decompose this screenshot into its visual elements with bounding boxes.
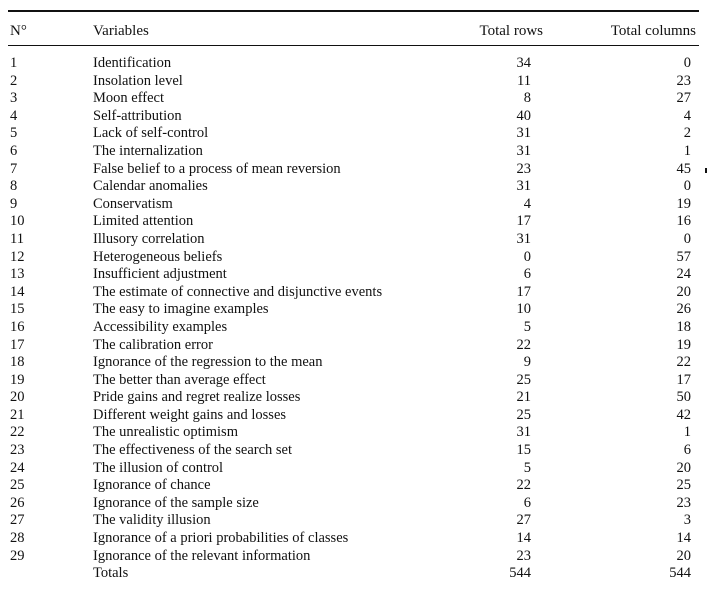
table-row [0,512,709,530]
row-number: 4 [10,107,18,124]
row-total-columns: 20 [676,547,691,564]
row-number: 6 [10,142,18,159]
row-total-columns: 20 [676,459,691,476]
table-row [0,477,709,495]
row-total-rows: 21 [516,389,531,406]
row-total-rows: 31 [516,230,531,247]
totals-total-columns: 544 [669,565,691,582]
row-number: 12 [10,248,25,265]
row-total-columns: 45 [676,160,691,177]
row-variable: The validity illusion [93,512,211,529]
row-total-rows: 25 [516,371,531,388]
row-number: 21 [10,406,25,423]
row-total-rows: 34 [516,55,531,71]
row-total-rows: 6 [523,494,531,511]
row-total-rows: 31 [516,125,531,142]
row-number: 28 [10,530,25,547]
row-total-rows: 23 [516,160,531,177]
row-total-rows: 9 [523,354,531,371]
row-variable: Ignorance of the sample size [93,494,259,511]
table-body [0,55,709,583]
row-total-rows: 15 [516,442,531,459]
row-total-columns: 14 [676,530,691,547]
row-total-columns: 1 [683,142,691,159]
row-number: 3 [10,90,18,107]
row-total-columns: 20 [676,283,691,300]
row-total-rows: 27 [516,512,531,529]
row-total-columns: 2 [683,125,691,142]
row-total-columns: 1 [683,424,691,441]
table-row [0,301,709,319]
table-row [0,548,709,566]
table-row [0,161,709,179]
table-row [0,389,709,407]
table-row [0,196,709,214]
row-number: 8 [10,178,18,195]
row-variable: Ignorance of the regression to the mean [93,354,323,371]
row-variable: Calendar anomalies [93,178,208,195]
row-total-columns: 16 [676,213,691,230]
row-number: 19 [10,371,25,388]
row-variable: The illusion of control [93,459,224,476]
row-variable: The calibration error [93,336,213,353]
row-variable: Limited attention [93,213,194,230]
row-number: 16 [10,318,25,335]
totals-label: Totals [93,565,129,582]
row-variable: False belief to a process of mean reversion [93,160,341,177]
row-total-columns: 0 [683,230,691,247]
row-total-columns: 50 [676,389,691,406]
row-number: 25 [10,477,25,494]
row-number: 2 [10,72,18,89]
row-total-rows: 6 [523,266,531,283]
row-total-rows: 22 [516,477,531,494]
table-row [0,424,709,442]
row-number: 15 [10,301,25,318]
header-total-columns: Total columns [610,23,696,39]
table-row [0,530,709,548]
row-number: 7 [10,160,18,177]
row-total-rows: 5 [523,318,531,335]
table-row [0,372,709,390]
header-variables: Variables [93,23,149,39]
row-total-rows: 17 [516,283,531,300]
table-row [0,354,709,372]
row-variable: The unrealistic optimism [93,424,238,441]
table-row [0,55,709,73]
row-total-rows: 14 [516,530,531,547]
table-row [0,125,709,143]
row-number: 10 [10,213,25,230]
row-total-columns: 17 [676,371,691,388]
row-total-rows: 31 [516,424,531,441]
row-total-rows: 23 [516,547,531,564]
row-total-rows: 10 [516,301,531,318]
table-row [0,73,709,91]
row-total-rows: 8 [523,90,531,107]
row-variable: The internalization [93,142,203,159]
row-total-columns: 25 [676,477,691,494]
row-variable: The estimate of connective and disjunctive events [93,283,383,300]
table-row [0,284,709,302]
table-header-rule [8,45,699,46]
row-variable: Ignorance of a priori probabilities of classes [93,530,349,547]
row-number: 22 [10,424,25,441]
table-row [0,90,709,108]
row-variable: Conservatism [93,195,173,212]
row-total-rows: 25 [516,406,531,423]
row-total-columns: 18 [676,318,691,335]
row-number: 20 [10,389,25,406]
row-number: 18 [10,354,25,371]
row-variable: Heterogeneous beliefs [93,248,223,265]
row-total-rows: 17 [516,213,531,230]
row-total-rows: 22 [516,336,531,353]
row-number: 11 [10,230,24,247]
row-variable: Ignorance of chance [93,477,211,494]
row-variable: Different weight gains and losses [93,406,287,423]
row-total-columns: 19 [676,336,691,353]
row-total-columns: 24 [676,266,691,283]
table-row [0,319,709,337]
table-row [0,442,709,460]
table-row [0,213,709,231]
row-total-columns: 27 [676,90,691,107]
table-row [0,249,709,267]
row-number: 27 [10,512,25,529]
row-total-columns: 4 [683,107,691,124]
row-total-columns: 3 [683,512,691,529]
row-variable: Accessibility examples [93,318,228,335]
totals-row [0,565,709,583]
row-number: 14 [10,283,25,300]
row-total-columns: 23 [676,494,691,511]
table-row [0,231,709,249]
table-top-rule [8,10,699,12]
row-variable: Insolation level [93,72,183,89]
row-total-columns: 6 [683,442,691,459]
row-variable: Self-attribution [93,107,182,124]
table-row [0,108,709,126]
row-variable: The effectiveness of the search set [93,442,293,459]
row-variable: Insufficient adjustment [93,266,227,283]
row-total-rows: 31 [516,142,531,159]
row-number: 13 [10,266,25,283]
row-total-columns: 57 [676,248,691,265]
row-total-rows: 4 [523,195,531,212]
row-total-rows: 11 [517,72,531,89]
header-total-rows: Total rows [479,23,543,39]
row-number: 9 [10,195,18,212]
header-number: N° [10,23,27,39]
row-variable: The easy to imagine examples [93,301,269,318]
row-total-columns: 26 [676,301,691,318]
row-number: 24 [10,459,25,476]
table-row [0,495,709,513]
row-total-rows: 5 [523,459,531,476]
table-row [0,407,709,425]
row-total-columns: 0 [683,178,691,195]
row-total-rows: 0 [523,248,531,265]
row-number: 5 [10,125,18,142]
row-variable: The better than average effect [93,371,266,388]
table-row [0,460,709,478]
row-total-columns: 23 [676,72,691,89]
row-number: 17 [10,336,25,353]
row-number: 26 [10,494,25,511]
margin-mark [705,168,707,173]
row-total-rows: 40 [516,107,531,124]
table-row [0,178,709,196]
totals-total-rows: 544 [509,565,531,582]
row-variable: Moon effect [93,90,164,107]
row-total-columns: 42 [676,406,691,423]
table-row [0,337,709,355]
table-row [0,143,709,161]
row-total-rows: 31 [516,178,531,195]
row-total-columns: 19 [676,195,691,212]
row-number: 1 [10,55,18,71]
table-row [0,266,709,284]
row-variable: Identification [93,55,172,71]
row-variable: Ignorance of the relevant information [93,547,311,564]
row-total-columns: 0 [683,55,691,71]
row-number: 29 [10,547,25,564]
row-variable: Pride gains and regret realize losses [93,389,301,406]
row-variable: Illusory correlation [93,230,205,247]
row-variable: Lack of self-control [93,125,209,142]
row-number: 23 [10,442,25,459]
row-total-columns: 22 [676,354,691,371]
